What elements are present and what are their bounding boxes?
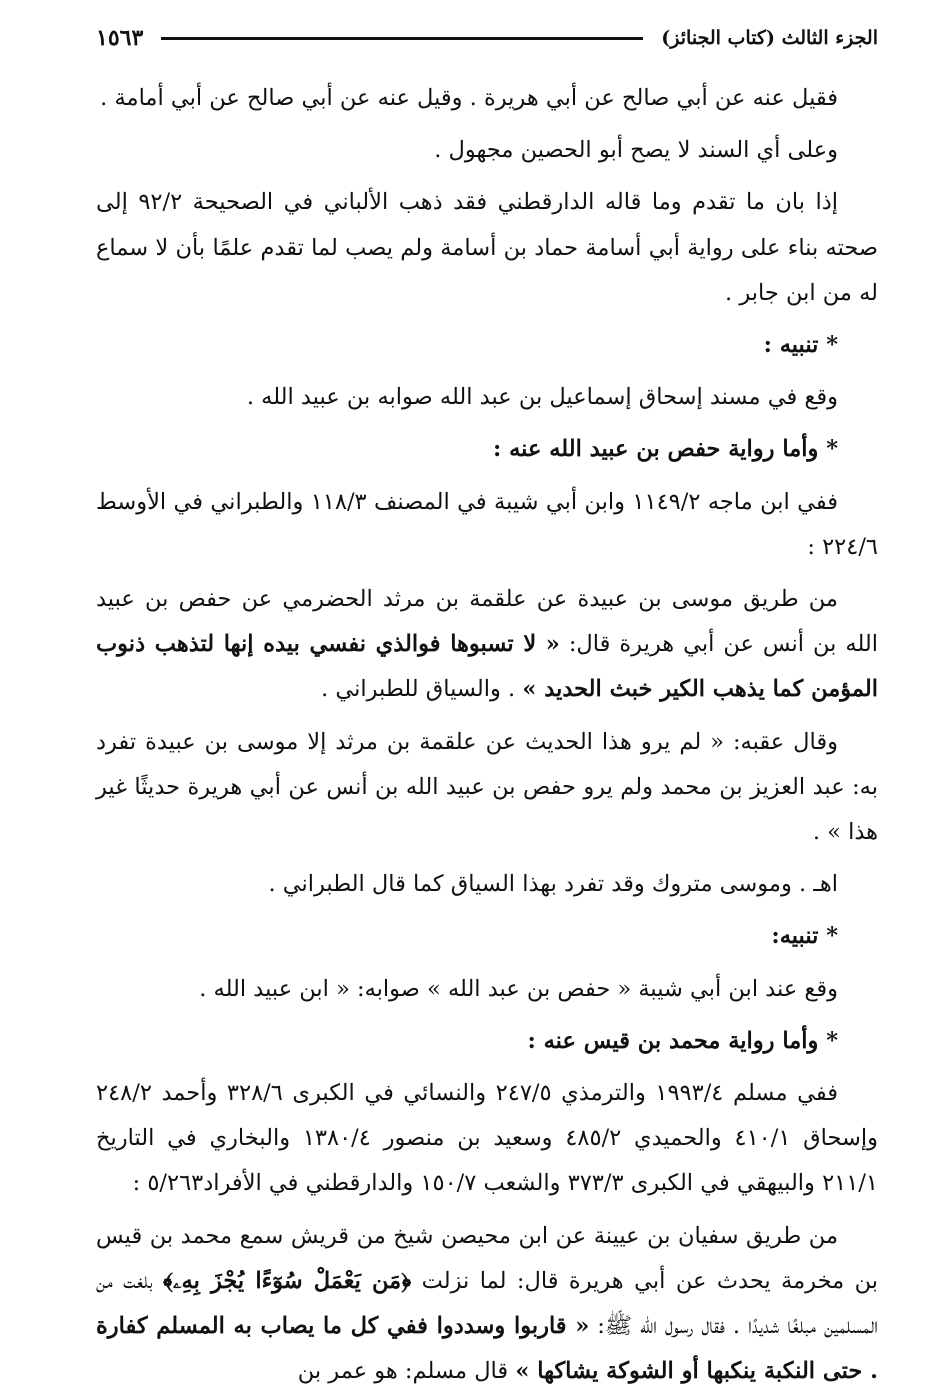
page-number: ١٥٦٣ <box>96 25 144 51</box>
heading-note-2: * تنبيه: <box>771 923 838 950</box>
quran-verse: ﴿مَن يَعْمَلْ سُوٓءًا يُجْزَ بِهِۦ﴾ <box>163 1267 412 1294</box>
paragraph-6-chain: من طريق موسى بن عبيدة عن علقمة بن مرثد الحضرمي عن حفص بن عبيد الله بن أنس عن أبي هريرة قال: <box>96 586 878 658</box>
paragraph-1: فقيل عنه عن أبي صالح عن أبي هريرة . وقيل عنه عن أبي صالح عن أبي أمامة . <box>100 85 838 111</box>
book-page <box>96 18 879 1385</box>
paragraph-7: وقال عقبه: « لم يرو هذا الحديث عن علقمة بن مرثد إلا موسى بن عبيدة تفرد به: عبد العزيز بن محمد ولم يرو حفص بن عبيد الله بن أنس عن أبي هريرة حديثًا غير هذا » . <box>96 728 878 846</box>
hadith-text-2: « قاربوا وسددوا ففي كل ما يصاب به المسلم كفارة . حتى النكبة ينكبها أو الشوكة يشاكها » <box>96 1313 878 1385</box>
page-body <box>96 76 878 1394</box>
paragraph-2: وعلى أي السند لا يصح أبو الحصين مجهول . <box>434 137 838 164</box>
heading-hafs-narration: * وأما رواية حفص بن عبيد الله عنه : <box>492 436 838 463</box>
running-title: الجزء الثالث (كتاب الجنائز) <box>661 27 878 49</box>
paragraph-8: اهـ . وموسى متروك وقد تفرد بهذا السياق كما قال الطبراني . <box>268 871 838 898</box>
header-rule <box>161 37 643 40</box>
hadith-text-1: « لا تسبوها فوالذي نفسي بيده إنها لتذهب ذنوب المؤمن كما يذهب الكير خبث الحديد » <box>96 631 878 703</box>
paragraph-4: وقع في مسند إسحاق إسماعيل بن عبد الله صوابه بن عبيد الله . <box>246 384 838 411</box>
paragraph-11 <box>96 1214 878 1394</box>
paragraph-10: ففي مسلم ١٩٩٣/٤ والترمذي ٢٤٧/٥ والنسائي في الكبرى ٣٢٨/٦ وأحمد ٢٤٨/٢ وإسحاق ٤١٠/١ والحميدي ٤٨٥/٢ وسعيد بن منصور ١٣٨٠/٤ والبخاري في التاريخ ٢١١/١ والبيهقي في الكبرى ٣٧٣/٣ والشعب ١٥٠/٧ والدارقطني في الأفراد٥/٢٦٣ : <box>96 1080 878 1197</box>
paragraph-5: ففي ابن ماجه ١١٤٩/٢ وابن أبي شيبة في المصنف ١١٨/٣ والطبراني في الأوسط ٢٢٤/٦ : <box>96 488 878 560</box>
paragraph-11-middle: بلغت من المسلمين مبلغًا شديدًا . فقال رسول الله ﷺ: <box>96 1267 878 1340</box>
heading-note-1: * تنبيه : <box>763 332 838 359</box>
page-header <box>96 18 878 58</box>
heading-muhammad-narration: * وأما رواية محمد بن قيس عنه : <box>527 1027 838 1054</box>
paragraph-9: وقع عند ابن أبي شيبة « حفص بن عبد الله » صوابه: « ابن عبيد الله . <box>199 975 838 1002</box>
paragraph-3: إذا بان ما تقدم وما قاله الدارقطني فقد ذهب الألباني في الصحيحة ٩٢/٢ إلى صحته بناء على رواية أبي أسامة حماد بن أسامة ولم يصب لما تقدم علمًا بأن لا سماع له من ابن جابر . <box>96 189 878 306</box>
paragraph-11-chain: من طريق سفيان بن عيينة عن ابن محيصن شيخ من قريش سمع محمد بن قيس بن مخرمة يحدث عن أبي هريرة قال: لما نزلت <box>96 1222 879 1294</box>
paragraph-11-tail: قال مسلم: هو عمر بن <box>297 1358 516 1385</box>
paragraph-6 <box>96 577 878 713</box>
paragraph-6-tail: . والسياق للطبراني . <box>321 676 523 703</box>
